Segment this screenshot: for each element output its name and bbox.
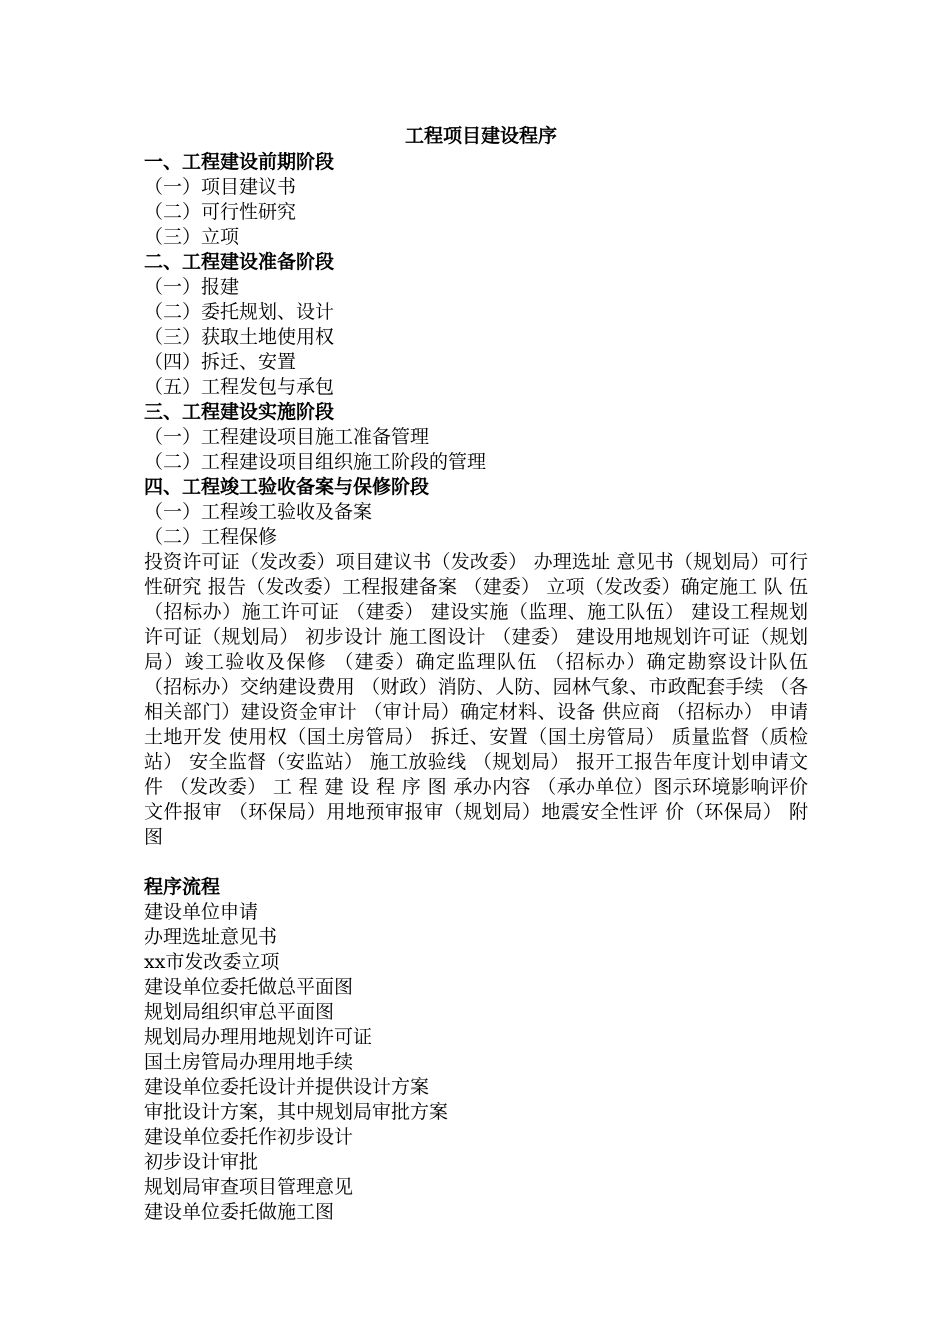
flow-step: xx市发改委立项 (144, 951, 280, 973)
flow-step: 规划局审查项目管理意见 (144, 1176, 354, 1198)
section-item: （一）项目建议书 (144, 176, 297, 198)
section-item: （二）委托规划、设计 (144, 301, 335, 323)
section-heading: 四、工程竣工验收备案与保修阶段 (144, 476, 430, 498)
flow-step: 国土房管局办理用地手续 (144, 1051, 354, 1073)
section-item: （四）拆迁、安置 (144, 351, 297, 373)
flow-step: 建设单位委托做总平面图 (144, 976, 354, 998)
section-item: （二）工程建设项目组织施工阶段的管理 (144, 451, 487, 473)
flow-step: 建设单位委托作初步设计 (144, 1126, 354, 1148)
flow-step: 审批设计方案，其中规划局审批方案 (144, 1101, 449, 1123)
section-item: （二）可行性研究 (144, 201, 297, 223)
flow-step: 建设单位委托做施工图 (144, 1201, 335, 1223)
flow-step: 建设单位申请 (144, 901, 259, 923)
flow-step: 建设单位委托设计并提供设计方案 (144, 1076, 430, 1098)
outline-section (144, 150, 808, 550)
document-body (144, 124, 808, 1225)
section-item: （一）报建 (144, 276, 240, 298)
section-item: （二）工程保修 (144, 526, 278, 548)
process-description-paragraph: 投资许可证（发改委）项目建议书（发改委） 办理选址 意见书（规划局）可行性研究 报告（发改委）工程报建备案 （建委） 立项（发改委）确定施工 队 伍（招标办）施工许可证 （建委） 建设实施（监理、施工队伍） 建设工程规划许可证（规划局） 初步设计 施工图设计 （建委） 建设用地规划许可证（规划局）竣工验收及保修 （建委）确定监理队伍 （招标办）确定勘察设计队伍 （招标办）交纳建设费用 （财政）消防、人防、园林气象、市政配套手续 （各相关部门）建设资金审计 （审计局）确定材料、设备 供应商 （招标办） 申请土地开发 使用权（国土房管局） 拆迁、安置（国土房管局） 质量监督（质检站） 安全监督（安监站） 施工放验线 （规划局） 报开工报告年度计划申请文件 （发改委） 工 程 建 设 程 序 图 承办内容 （承办单位）图示环境影响评价 文件报审 （环保局）用地预审报审（规划局）地震安全性评 价（环保局） 附图 (144, 551, 808, 848)
section-heading: 三、工程建设实施阶段 (144, 401, 335, 423)
section-item: （三）获取土地使用权 (144, 326, 335, 348)
section-item: （五）工程发包与承包 (144, 376, 335, 398)
document-title: 工程项目建设程序 (404, 125, 557, 147)
section-heading: 二、工程建设准备阶段 (144, 251, 335, 273)
flow-step: 规划局组织审总平面图 (144, 1001, 335, 1023)
flow-heading: 程序流程 (144, 876, 221, 898)
flow-steps-list (144, 900, 808, 1225)
section-item: （一）工程建设项目施工准备管理 (144, 426, 430, 448)
section-item: （三）立项 (144, 226, 240, 248)
section-heading: 一、工程建设前期阶段 (144, 151, 335, 173)
flow-step: 规划局办理用地规划许可证 (144, 1026, 373, 1048)
flow-step: 初步设计审批 (144, 1151, 259, 1173)
flow-step: 办理选址意见书 (144, 926, 278, 948)
section-item: （一）工程竣工验收及备案 (144, 501, 373, 523)
